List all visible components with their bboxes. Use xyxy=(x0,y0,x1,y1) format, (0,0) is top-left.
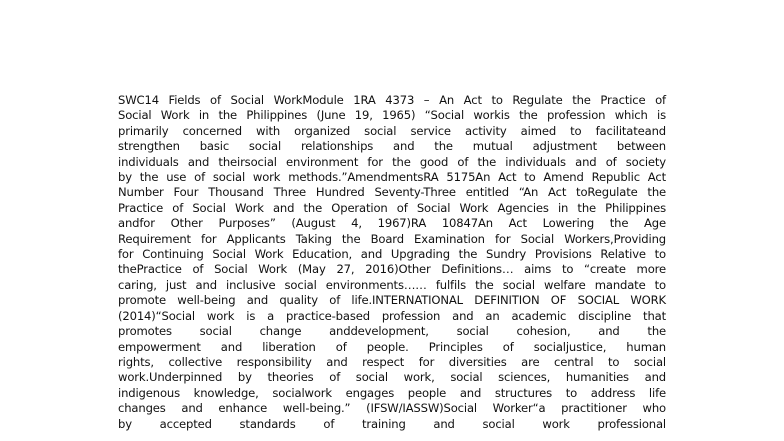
text-line: Requirement for Applicants Taking the Board Examination for Social Workers,Providing xyxy=(118,231,666,246)
text-line: strengthen basic social relationships and the mutual adjustment between xyxy=(118,139,666,154)
text-line: caring, just and inclusive social environments…… fulfils the social welfare mandate to xyxy=(118,277,666,292)
document-body-text xyxy=(118,93,666,432)
text-line: by the use of social work methods.”AmendmentsRA 5175An Act to Amend Republic Act xyxy=(118,170,666,185)
text-line: indigenous knowledge, socialwork engages people and structures to address life xyxy=(118,385,666,400)
text-line: work.Underpinned by theories of social work, social sciences, humanities and xyxy=(118,370,666,385)
text-line: for Continuing Social Work Education, and Upgrading the Sundry Provisions Relative to xyxy=(118,247,666,262)
text-line: empowerment and liberation of people. Principles of socialjustice, human xyxy=(118,339,666,354)
text-line: promotes social change anddevelopment, social cohesion, and the xyxy=(118,324,666,339)
text-line: thePractice of Social Work (May 27, 2016)Other Definitions… aims to “create more xyxy=(118,262,666,277)
text-line: Social Work in the Philippines (June 19, 1965) “Social workis the profession which is xyxy=(118,108,666,123)
text-line: individuals and theirsocial environment for the good of the individuals and of society xyxy=(118,154,666,169)
text-line: rights, collective responsibility and respect for diversities are central to social xyxy=(118,354,666,369)
text-line: primarily concerned with organized social service activity aimed to facilitateand xyxy=(118,123,666,138)
text-line: by accepted standards of training and social work professional xyxy=(118,416,666,431)
text-line: Practice of Social Work and the Operation of Social Work Agencies in the Philippines xyxy=(118,200,666,215)
text-line: SWC14 Fields of Social WorkModule 1RA 4373 – An Act to Regulate the Practice of xyxy=(118,93,666,107)
text-line: Number Four Thousand Three Hundred Seventy-Three entitled “An Act toRegulate the xyxy=(118,185,666,200)
text-line: andfor Other Purposes” (August 4, 1967)RA 10847An Act Lowering the Age xyxy=(118,216,666,231)
text-line: (2014)“Social work is a practice-based profession and an academic discipline that xyxy=(118,308,666,323)
text-line: changes and enhance well-being.” (IFSW/IASSW)Social Worker“a practitioner who xyxy=(118,401,666,416)
text-line: promote well-being and quality of life.INTERNATIONAL DEFINITION OF SOCIAL WORK xyxy=(118,293,666,308)
